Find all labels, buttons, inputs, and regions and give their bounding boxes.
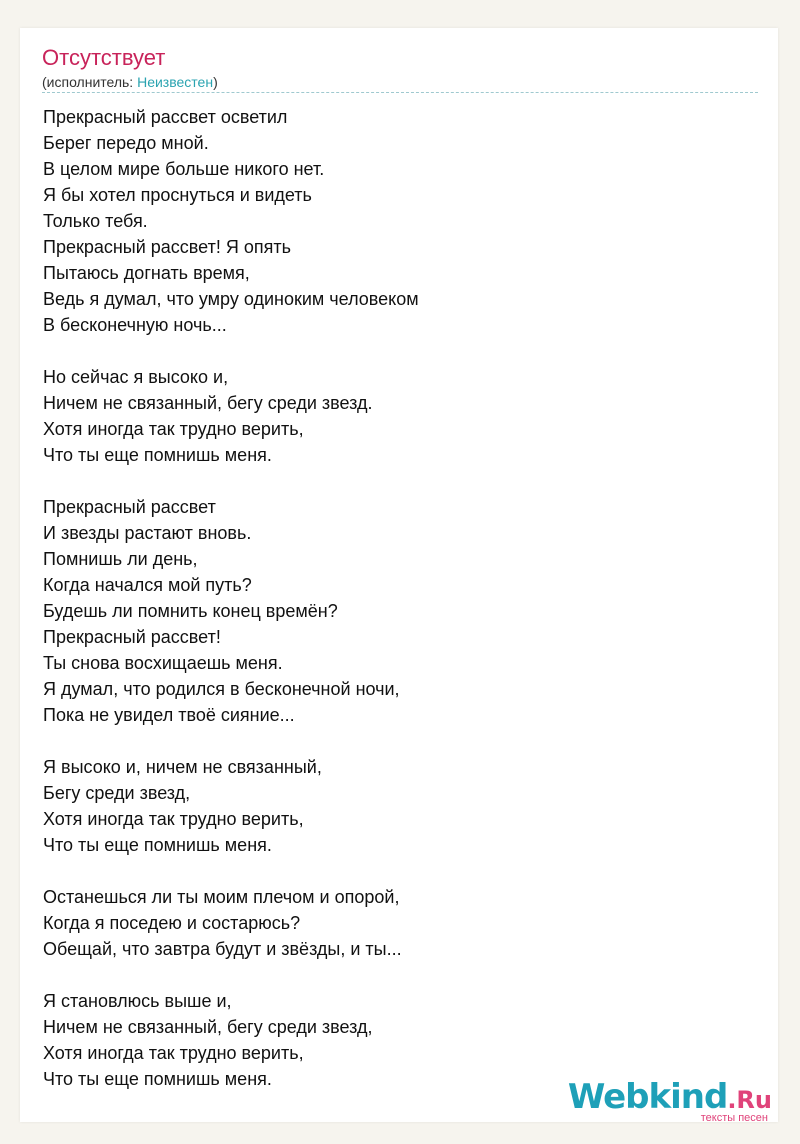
artist-prefix: (исполнитель: <box>42 74 138 90</box>
lyrics-line: Я бы хотел проснуться и видеть <box>43 185 312 205</box>
logo-tld: .Ru <box>727 1086 772 1114</box>
artist-line <box>42 73 758 91</box>
artist-link[interactable]: Неизвестен <box>137 74 214 90</box>
lyrics-line: Что ты еще помнишь меня. <box>43 445 272 465</box>
lyrics-line: Я думал, что родился в бесконечной ночи, <box>43 679 400 699</box>
lyrics-line: Будешь ли помнить конец времён? <box>43 601 338 621</box>
logo-main-text: Webkind <box>567 1077 728 1117</box>
lyrics-line: Берег передо мной. <box>43 133 209 153</box>
lyrics-line: Помнишь ли день, <box>43 549 198 569</box>
artist-suffix: ) <box>213 74 218 90</box>
lyrics-line: Прекрасный рассвет <box>43 497 216 517</box>
lyrics-line: Хотя иногда так трудно верить, <box>43 1043 304 1063</box>
lyrics-line: Прекрасный рассвет! Я опять <box>43 237 291 257</box>
lyrics-line: Обещай, что завтра будут и звёзды, и ты... <box>43 939 402 959</box>
lyrics-line: Я высоко и, ничем не связанный, <box>43 757 322 777</box>
lyrics-stanza <box>43 364 743 468</box>
lyrics-stanza <box>43 104 743 338</box>
lyrics-stanza <box>43 884 743 962</box>
lyrics-line: Останешься ли ты моим плечом и опорой, <box>43 887 400 907</box>
lyrics-line: Бегу среди звезд, <box>43 783 191 803</box>
logo-subtitle: тексты песен <box>700 1112 768 1124</box>
lyrics-line: Хотя иногда так трудно верить, <box>43 809 304 829</box>
lyrics-line: В бесконечную ночь... <box>43 315 227 335</box>
lyrics-stanza <box>43 754 743 858</box>
song-title: Отсутствует <box>42 45 166 70</box>
lyrics-line: Ничем не связанный, бегу среди звезд, <box>43 1017 373 1037</box>
lyrics-line: Пытаюсь догнать время, <box>43 263 250 283</box>
lyrics-line: Только тебя. <box>43 211 148 231</box>
lyrics-line: Ничем не связанный, бегу среди звезд. <box>43 393 373 413</box>
song-header <box>42 44 758 91</box>
lyrics-stanza <box>43 494 743 728</box>
lyrics-line: Ведь я думал, что умру одиноким человеком <box>43 289 419 309</box>
lyrics-line: Прекрасный рассвет осветил <box>43 107 288 127</box>
lyrics-line: Я становлюсь выше и, <box>43 991 232 1011</box>
lyrics-line: Пока не увидел твоё сияние... <box>43 705 295 725</box>
lyrics-line: Когда я поседею и состарюсь? <box>43 913 301 933</box>
lyrics-line: Что ты еще помнишь меня. <box>43 1069 272 1089</box>
header-divider <box>42 92 758 93</box>
lyrics-line: Ты снова восхищаешь меня. <box>43 653 283 673</box>
lyrics-line: Когда начался мой путь? <box>43 575 252 595</box>
lyrics-body <box>43 104 743 1118</box>
lyrics-line: Что ты еще помнишь меня. <box>43 835 272 855</box>
lyrics-line: Хотя иногда так трудно верить, <box>43 419 304 439</box>
lyrics-line: Прекрасный рассвет! <box>43 627 221 647</box>
lyrics-line: Но сейчас я высоко и, <box>43 367 229 387</box>
lyrics-line: В целом мире больше никого нет. <box>43 159 325 179</box>
site-logo[interactable] <box>568 1079 772 1124</box>
lyrics-line: И звезды растают вновь. <box>43 523 252 543</box>
